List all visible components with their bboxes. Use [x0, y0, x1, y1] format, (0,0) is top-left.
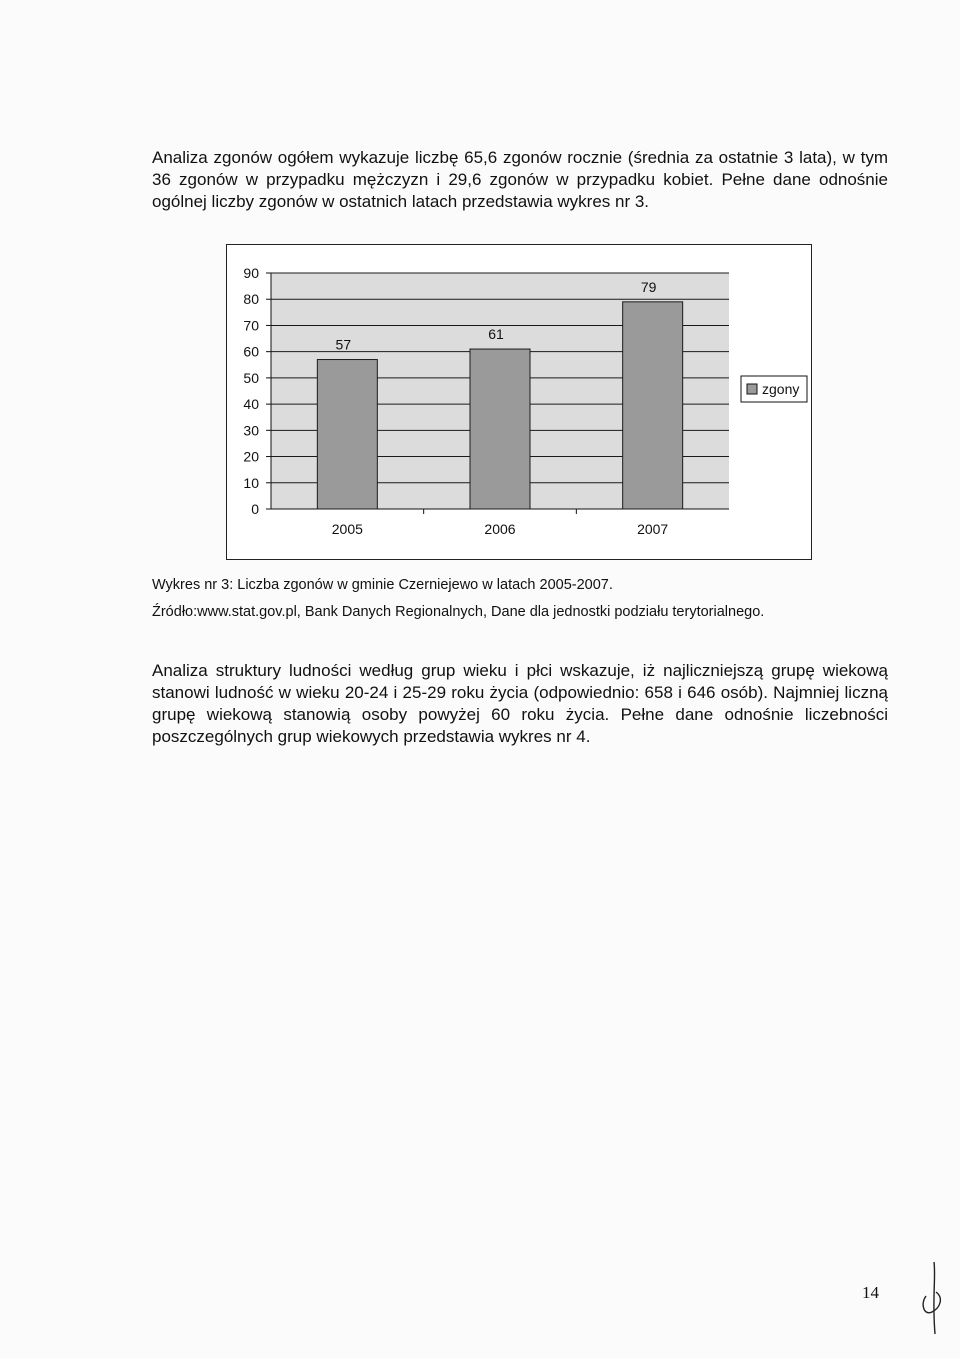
bar-2007	[623, 302, 683, 509]
page-number: 14	[862, 1283, 879, 1302]
data-label-2005: 57	[335, 336, 352, 353]
data-label-2007: 79	[640, 278, 657, 295]
y-tick-label: 60	[243, 343, 259, 360]
legend-swatch	[747, 384, 757, 394]
bar-2005	[317, 360, 377, 509]
y-tick-label: 50	[243, 369, 259, 386]
x-tick-label-2006: 2006	[484, 521, 516, 537]
chart-source: Źródło:www.stat.gov.pl, Bank Danych Regionalnych, Dane dla jednostki podziału terytorialnego.	[152, 604, 765, 620]
chart-caption: Wykres nr 3: Liczba zgonów w gminie Czerniejewo w latach 2005-2007.	[152, 577, 613, 593]
x-tick-label-2007: 2007	[637, 521, 669, 537]
y-tick-label: 10	[243, 474, 259, 491]
y-tick-label: 30	[243, 422, 259, 439]
y-tick-label: 70	[243, 317, 259, 334]
y-tick-label: 40	[243, 396, 259, 413]
x-tick-label-2005: 2005	[331, 521, 363, 537]
y-tick-label: 90	[243, 265, 259, 281]
y-tick-label: 20	[243, 448, 259, 465]
signature-mark	[918, 1258, 950, 1338]
legend-label: zgony	[762, 381, 800, 397]
deaths-chart-svg	[227, 245, 811, 559]
deaths-chart	[226, 244, 812, 560]
y-tick-label: 0	[251, 501, 259, 517]
intro-paragraph: Analiza zgonów ogółem wykazuje liczbę 65,6 zgonów rocznie (średnia za ostatnie 3 lata), w tym 36 zgonów w przypadku mężczyzn i 29,6 zgonów w przypadku kobiet. Pełne dane odnośnie ogólnej liczby zgonów w ostatnich latach przedstawia wykres nr 3.	[152, 148, 888, 211]
age-structure-paragraph: Analiza struktury ludności według grup wieku i płci wskazuje, iż najliczniejszą grupę wiekową stanowi ludność w wieku 20-24 i 25-29 roku życia (odpowiednio: 658 i 646 osób). Najmniej liczną grupę wiekową stanowią osoby powyżej 60 roku życia. Pełne dane odnośnie liczebności poszczególnych grup wiekowych przedstawia wykres nr 4.	[152, 661, 888, 746]
bar-2006	[470, 349, 530, 509]
data-label-2006: 61	[488, 326, 504, 343]
y-tick-label: 80	[243, 291, 259, 308]
